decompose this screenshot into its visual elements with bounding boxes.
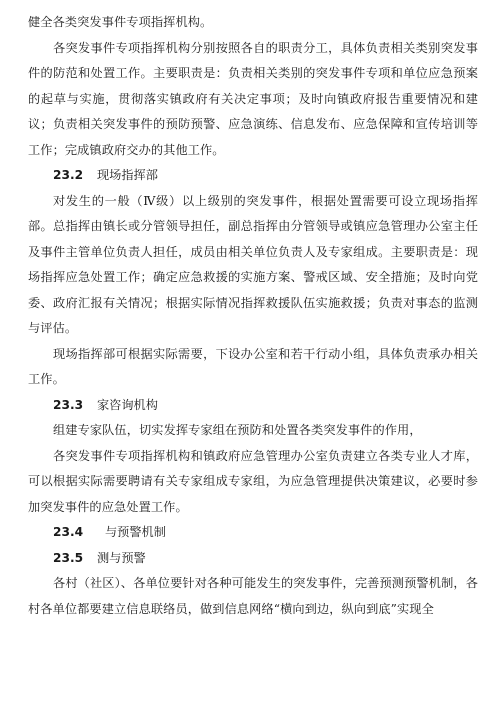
section-number: 23.3 [53, 397, 84, 412]
section-title: 现场指挥部 [97, 168, 158, 182]
section-number: 23.4 [53, 525, 84, 539]
section-title: 家咨询机构 [97, 397, 158, 412]
section-title: 与预警机制 [105, 525, 166, 539]
paragraph: 健全各类突发事件专项指挥机构。 [28, 15, 213, 29]
section-heading [28, 546, 478, 572]
paragraph: 各村（社区）、各单位要针对各种可能发生的突发事件，完善预测预警机制，各村各单位都要建立信息联络员，做到信息网络“横向到边，纵向到底”实现全 [28, 576, 478, 616]
section-number: 23.2 [53, 168, 84, 182]
section-heading [28, 393, 478, 419]
paragraph: 对发生的一般（Ⅳ级）以上级别的突发事件，根据处置需要可设立现场指挥部。总指挥由镇长或分管领导担任，副总指挥由分管领导或镇应急管理办公室主任及事件主管单位负责人担任，成员由相关单位负责人及专家组成。主要职责是：现场指挥应急处置工作；确定应急救援的实施方案、警戒区域、安全措施；及时向党委、政府汇报有关情况；根据实际情况指挥救援队伍实施救援；负责对事态的监测与评估。 [28, 193, 478, 335]
paragraph: 现场指挥部可根据实际需要，下设办公室和若干行动小组，具体负责承办相关工作。 [28, 346, 478, 386]
paragraph: 各突发事件专项指挥机构和镇政府应急管理办公室负责建立各类专业人才库，可以根据实际需要聘请有关专家组成专家组，为应急管理提供决策建议，必要时参加突发事件的应急处置工作。 [28, 448, 478, 514]
section-heading [28, 520, 478, 546]
paragraph: 组建专家队伍，切实发挥专家组在预防和处置各类突发事件的作用， [53, 423, 422, 437]
paragraph: 各突发事件专项指挥机构分别按照各自的职责分工，具体负责相关类别突发事件的防范和处置工作。主要职责是：负责相关类别的突发事件专项和单位应急预案的起草与实施，贯彻落实镇政府有关决定事项；及时向镇政府报告重要情况和建议；负责相关突发事件的预防预警、应急演练、信息发布、应急保障和宣传培训等工作；完成镇政府交办的其他工作。 [28, 40, 478, 157]
section-title: 测与预警 [97, 550, 146, 565]
section-number: 23.5 [53, 550, 84, 565]
section-heading [28, 163, 478, 189]
